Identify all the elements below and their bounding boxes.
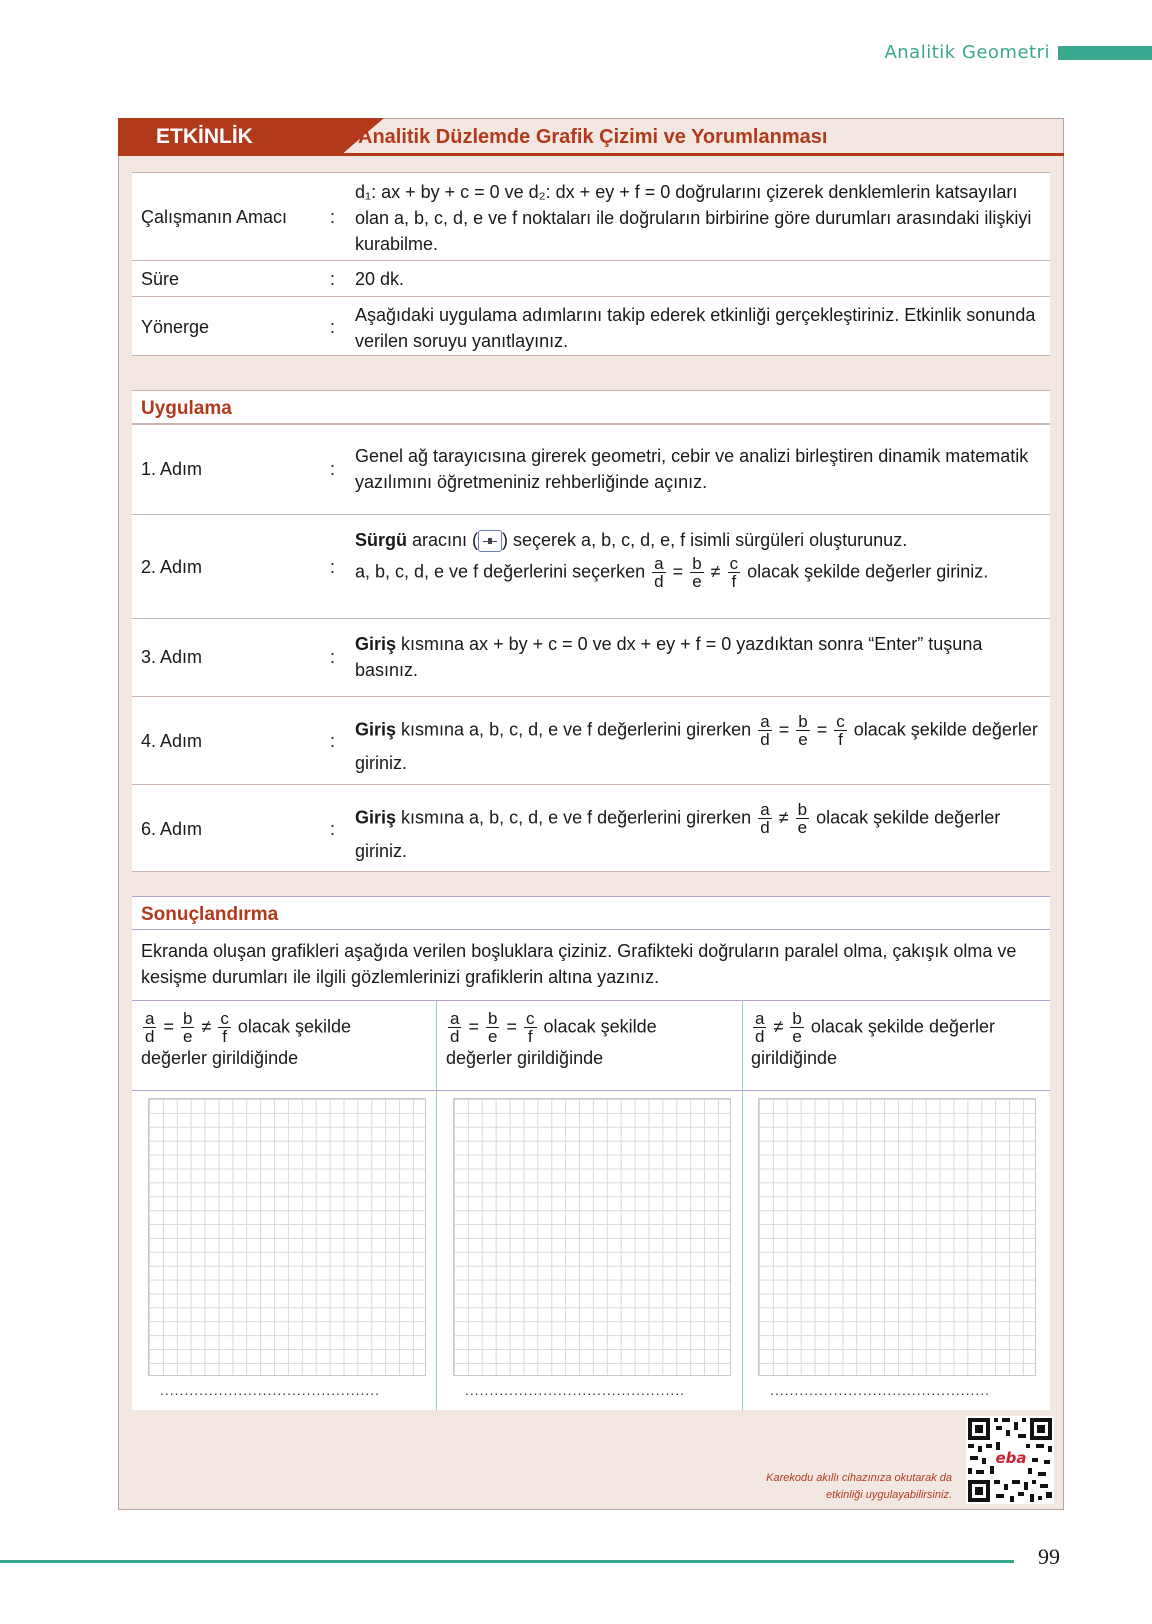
column-divider xyxy=(742,1000,743,1410)
step4-label: 4. Adım xyxy=(141,731,203,751)
step1-colon: : xyxy=(330,459,336,479)
fraction-b-e: $\frac{b}{e}$ xyxy=(183,1009,193,1046)
step4-text xyxy=(355,713,1040,778)
fraction-c-f: $\frac{c}{f}$ xyxy=(220,1009,229,1046)
equals-sign: = xyxy=(816,719,828,740)
running-head-text: Analitik Geometri xyxy=(884,42,1050,63)
step4-row xyxy=(132,696,1050,784)
qr-code-graphic xyxy=(966,1416,1054,1504)
aim-row xyxy=(132,172,1050,260)
equals-sign: = xyxy=(163,1016,174,1037)
step6-text xyxy=(355,801,1040,866)
duration-colon: : xyxy=(330,269,336,289)
step3-bold: Giriş xyxy=(355,634,397,654)
step6-row xyxy=(132,784,1050,872)
qr-caption xyxy=(740,1470,952,1504)
equals-sign: = xyxy=(468,1016,479,1037)
qr-caption-line2: etkinliği uygulayabilirsiniz. xyxy=(826,1489,952,1501)
step2-text xyxy=(355,525,1040,590)
fraction-c-f: $\frac{c}{f}$ xyxy=(729,554,739,591)
duration-text: 20 dk. xyxy=(355,269,405,289)
step2-part-a: aracını ( xyxy=(407,530,479,550)
fraction-a-d: $\frac{a}{d}$ xyxy=(654,554,664,591)
answer-line-3[interactable]: ............................................. xyxy=(770,1382,991,1398)
not-equal-sign: ≠ xyxy=(778,807,789,828)
fraction-a-d: $\frac{a}{d}$ xyxy=(755,1009,765,1046)
col1-caption-tail: olacak şekilde xyxy=(237,1016,351,1037)
step3-colon: : xyxy=(330,647,336,667)
step4-tail: olacak şekilde değerler giriniz. xyxy=(355,719,1038,773)
conclusion-text: Ekranda oluşan grafikleri aşağıda verilen boşluklara çiziniz. Grafikteki doğruların paralel olma, çakışık olma ve kesişme durumları ile ilgili gözlemlerinizi grafiklerin altına yazınız. xyxy=(141,941,1017,987)
step6-colon: : xyxy=(330,819,336,839)
step2-label: 2. Adım xyxy=(141,557,203,577)
activity-tab: ETKİNLİK xyxy=(118,118,340,156)
step3-body: kısmına ax + by + c = 0 ve dx + ey + f = 0 yazdıktan sonra “Enter” tuşuna basınız. xyxy=(355,634,983,680)
step1-label: 1. Adım xyxy=(141,459,203,479)
application-heading: Uygulama xyxy=(141,398,232,419)
step6-tail: olacak şekilde değerler giriniz. xyxy=(355,807,1001,861)
aim-colon: : xyxy=(330,207,336,227)
step2-row xyxy=(132,514,1050,618)
column-divider xyxy=(436,1000,437,1410)
step4-body: kısmına a, b, c, d, e ve f değerlerini girerken xyxy=(396,719,752,740)
conclusion-heading: Sonuçlandırma xyxy=(141,904,279,925)
qr-caption-line1: Karekodu akıllı cihazınıza okutarak da xyxy=(766,1472,952,1484)
step3-label: 3. Adım xyxy=(141,647,203,667)
application-heading-bar xyxy=(132,390,1050,424)
answer-line-1[interactable]: ............................................. xyxy=(160,1382,381,1398)
fraction-b-e: $\frac{b}{e}$ xyxy=(798,712,808,749)
equals-sign: = xyxy=(778,719,790,740)
conclusion-text-row xyxy=(132,930,1050,1000)
fraction-b-e: $\frac{b}{e}$ xyxy=(792,1009,802,1046)
step1-text: Genel ağ tarayıcısına girerek geometri, cebir ve analizi birleştiren dinamik matematik yazılımını öğretmeniniz rehberliğinde açınız. xyxy=(355,446,1029,492)
conclusion-heading-bar xyxy=(132,896,1050,930)
aim-text: d₁: ax + by + c = 0 ve d₂: dx + ey + f = 0 doğrularını çizerek denklemlerin katsayıları olan a, b, c, d, e ve f noktaları ile doğruların birbirine göre durumları arasındaki ilişkiyi kurabilme. xyxy=(355,182,1032,254)
page-number: 99 xyxy=(1038,1544,1060,1569)
step2-part-d: olacak şekilde değerler giriniz. xyxy=(747,561,989,582)
step6-body: kısmına a, b, c, d, e ve f değerlerini girerken xyxy=(396,807,752,828)
not-equal-sign: ≠ xyxy=(773,1016,784,1037)
fraction-a-d: $\frac{a}{d}$ xyxy=(450,1009,460,1046)
activity-title: Analitik Düzlemde Grafik Çizimi ve Yorumlanması xyxy=(358,126,828,148)
caption-separator xyxy=(132,1090,1050,1091)
fraction-c-f: $\frac{c}{f}$ xyxy=(526,1009,535,1046)
step2-bold: Sürgü xyxy=(355,530,407,550)
directive-colon: : xyxy=(330,317,336,337)
directive-row xyxy=(132,296,1050,356)
running-head-bar xyxy=(1058,46,1152,60)
step3-row xyxy=(132,618,1050,696)
graph-grid-1[interactable] xyxy=(148,1098,426,1376)
not-equal-sign: ≠ xyxy=(710,561,721,582)
fraction-b-e: $\frac{b}{e}$ xyxy=(692,554,702,591)
step4-colon: : xyxy=(330,731,336,751)
fraction-a-d: $\frac{a}{d}$ xyxy=(760,800,770,837)
duration-row xyxy=(132,260,1050,296)
fraction-b-e: $\frac{b}{e}$ xyxy=(488,1009,498,1046)
step3-text xyxy=(355,631,1040,683)
not-equal-sign: ≠ xyxy=(201,1016,212,1037)
step2-part-c: a, b, c, d, e ve f değerlerini seçerken xyxy=(355,561,646,582)
eba-logo: eba xyxy=(995,1449,1027,1467)
footer-rule xyxy=(0,1560,1014,1563)
equals-sign: = xyxy=(672,561,684,582)
col2-caption xyxy=(446,1010,657,1071)
directive-text: Aşağıdaki uygulama adımlarını takip ederek etkinliği gerçekleştiriniz. Etkinlik sonunda verilen soruyu yanıtlayınız. xyxy=(355,305,1036,351)
fraction-b-e: $\frac{b}{e}$ xyxy=(797,800,808,837)
graph-grid-3[interactable] xyxy=(758,1098,1036,1376)
col3-caption-tail: olacak şekilde değerler xyxy=(810,1016,995,1037)
step2-colon: : xyxy=(330,557,336,577)
step1-row xyxy=(132,424,1050,514)
fraction-a-d: $\frac{a}{d}$ xyxy=(760,712,770,749)
step6-bold: Giriş xyxy=(355,807,397,828)
col2-caption-tail: olacak şekilde xyxy=(543,1016,657,1037)
step2-part-b: ) seçerek a, b, c, d, e, f isimli sürgüleri oluşturunuz. xyxy=(502,530,908,550)
qr-code-icon[interactable] xyxy=(966,1416,1054,1504)
col1-caption xyxy=(141,1010,351,1071)
running-head xyxy=(884,42,1152,63)
fraction-a-d: $\frac{a}{d}$ xyxy=(145,1009,155,1046)
col3-caption xyxy=(751,1010,995,1071)
graph-grid-2[interactable] xyxy=(453,1098,731,1376)
answer-line-2[interactable]: ............................................. xyxy=(465,1382,686,1398)
duration-label: Süre xyxy=(141,269,180,289)
slider-tool-icon xyxy=(478,530,502,552)
directive-label: Yönerge xyxy=(141,317,210,337)
step4-bold: Giriş xyxy=(355,719,397,740)
col3-caption-line2: girildiğinde xyxy=(751,1048,838,1068)
activity-header xyxy=(118,118,1064,156)
fraction-c-f: $\frac{c}{f}$ xyxy=(836,712,845,749)
col1-caption-line2: değerler girildiğinde xyxy=(141,1048,299,1068)
col2-caption-line2: değerler girildiğinde xyxy=(446,1048,604,1068)
step6-label: 6. Adım xyxy=(141,819,203,839)
equals-sign: = xyxy=(506,1016,518,1037)
aim-label: Çalışmanın Amacı xyxy=(141,207,288,227)
